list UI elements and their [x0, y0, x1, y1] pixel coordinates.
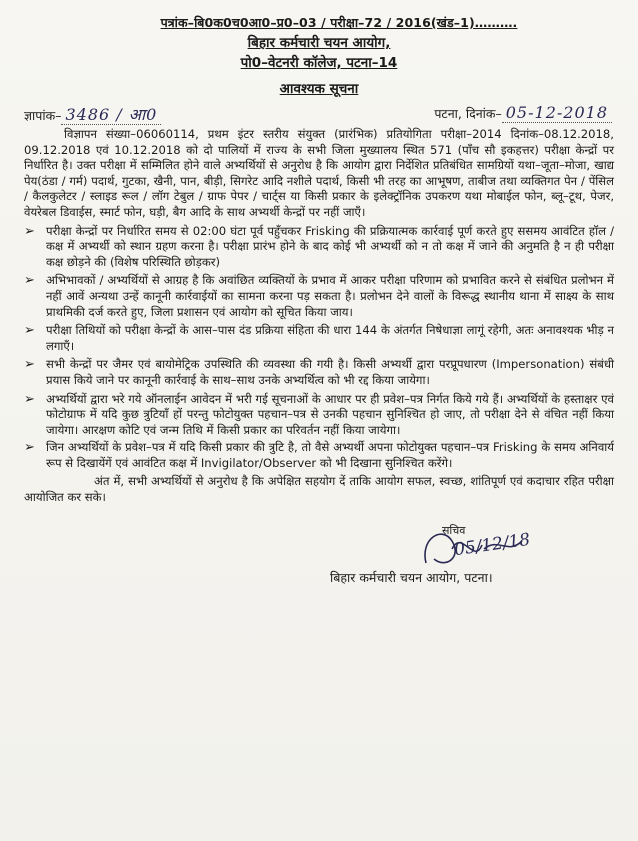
bullet-text: परीक्षा तिथियों को परीक्षा केन्द्रों के आस–पास दंड प्रक्रिया संहिता की धारा 144 के अंतर्गत निषेधाज्ञा लागूं रहेगी, अतः अनावश्यक भीड़ न लगाएँ।	[46, 323, 614, 353]
notice-date: 05-12-2018	[502, 103, 612, 123]
intro-paragraph: विज्ञापन संख्या–06060114, प्रथम इंटर स्तरीय संयुक्त (प्रारंभिक) प्रतियोगिता परीक्षा–2014 दिनांक–08.12.2018, 09.12.2018 एवं 10.12.2018 को दो पालियों में राज्य के सभी जिला मुख्यालय स्थित 571 (पाँच सौ इकहत्तर) परीक्षा केन्द्रों पर निर्धारित है। उक्त परीक्षा में सम्मिलित होने वाले अभ्यर्थियों से अनुरोध है कि आयोग द्वारा निर्देशित प्रतिबंधित सामग्रियों यथा–जूता–मोजा, खाद्य पेय(ठंडा / गर्म) पदार्थ, गुटका, खैनी, पान, बीड़ी, सिगरेट आदि नशीले पदार्थ, किसी भी तरह का आभूषण, ताबीज तथा व्यक्तिगत पेन / पेंसिल / कैलकुलेटर / स्लाइड रूल / लॉग टेबुल / ग्राफ पेपर / चार्ट्स या किसी प्रकार के इलेक्ट्रॉनिक उपकरण यथा मोबाईल फोन, ब्लू–टूथ, पेजर, वेयरेबल डिवाईस, स्मार्ट फोन, घड़ी, बैग आदि के साथ अभ्यर्थी केन्द्रों पर नहीं जाएँ।	[24, 127, 614, 219]
organization-address-text: पो0–वेटनरी कॉलेज, पटना–14	[240, 55, 398, 71]
bullet-item	[24, 392, 614, 439]
arrow-bullet-icon: ➢	[24, 357, 35, 373]
notice-title: आवश्यक सूचना	[279, 81, 359, 97]
bullet-text: परीक्षा केन्द्रों पर निर्धारित समय से 02:00 घंटा पूर्व पहुँचकर Frisking की प्रक्रियात्मक कार्रवाई पूर्ण करते हुए ससमय आवंटित हॉल / कक्ष में अभ्यर्थी को स्थान ग्रहण करना है। परीक्षा प्रारंभ होने के बाद कोई भी अभ्यर्थी को न तो कक्ष में जाने की अनुमति है न ही परीक्षा कक्ष छोड़ने की (विशेष परिस्थिति छोड़कर)	[46, 223, 614, 269]
arrow-bullet-icon: ➢	[24, 323, 35, 339]
bullet-text: अभिभावकों / अभ्यर्थियों से आग्रह है कि अवांछित व्यक्तियों के प्रभाव में आकर परीक्षा परिणाम को प्रभावित करने से संबंधित प्रलोभन में नहीं आवें अन्यथा उन्हें कानूनी कार्रवाईयों का सामना करना पड़ सकता है। प्रलोभन देने वालों के विरूद्ध स्थानीय थाना में साक्ष्य के साथ प्राथमिकी दर्ज करते हुए, जिला प्रशासन एवं आयोग को सूचित किया जाय।	[46, 273, 614, 319]
closing-paragraph: अंत में, सभी अभ्यर्थियों से अनुरोध है कि अपेक्षित सहयोग दें ताकि आयोग सफल, स्वच्छ, शांतिपूर्ण एवं कदाचार रहित परीक्षा आयोजित कर सके।	[24, 474, 614, 505]
bullet-item	[24, 224, 614, 271]
arrow-bullet-icon: ➢	[24, 440, 35, 456]
organization-name	[24, 33, 614, 51]
notice-body	[24, 127, 614, 506]
memo-number-block	[24, 103, 161, 125]
signature-block	[24, 517, 614, 607]
arrow-bullet-icon: ➢	[24, 273, 35, 289]
arrow-bullet-icon: ➢	[24, 391, 35, 407]
memo-row	[24, 99, 614, 125]
arrow-bullet-icon: ➢	[24, 223, 35, 239]
bullet-item	[24, 357, 614, 388]
signature-date: 05/12/18	[452, 530, 532, 561]
bullet-item	[24, 273, 614, 320]
bullet-item	[24, 323, 614, 354]
reference-number: पत्रांक–बि0क0च0आ0–प्र0–03 / परीक्षा–72 / 2016(खंड–1)……….	[160, 15, 518, 30]
bullet-item	[24, 440, 614, 471]
bullet-text: अभ्यर्थियों द्वारा भरे गये ऑनलाईन आवेदन में भरी गई सूचनाओं के आधार पर ही प्रवेश–पत्र निर्गत किये गये हैं। अभ्यर्थियों के हस्ताक्षर एवं फोटोग्राफ में यदि कुछ त्रुटियाँ हों परन्तु फोटोयुक्त पहचान–पत्र से उनकी पहचान सुनिश्चित हो जाए, तो परीक्षा देने से वंचित नहीं किया जायेगा। आरक्षण कोटि एवं जन्म तिथि में किसी प्रकार का परिवर्तन नहीं किया जायेगा।	[46, 391, 614, 437]
bullet-text: सभी केन्द्रों पर जैमर एवं बायोमेट्रिक उपस्थिति की व्यवस्था की गयी है। किसी अभ्यर्थी द्वारा परप्रूपधारण (Impersonation) संबंधी प्रयास किये जाने पर कानूनी कार्रवाई के साथ–साथ उनके अभ्यर्थित्व को भी रद्द किया जायेगा।	[46, 357, 614, 387]
organization-address	[24, 53, 614, 71]
organization-name-text: बिहार कर्मचारी चयन आयोग,	[247, 35, 391, 51]
memo-label: ज्ञापांक–	[24, 108, 62, 123]
signature-organization: बिहार कर्मचारी चयन आयोग, पटना।	[330, 570, 493, 586]
signature-title: सचिव	[442, 524, 466, 538]
bullet-text: जिन अभ्यर्थियों के प्रवेश–पत्र में यदि किसी प्रकार की त्रुटि है, तो वैसे अभ्यर्थी अपना फोटोयुक्त पहचान–पत्र Frisking के समय अनिवार्य रूप से दिखायेंगें एवं आवंटित कक्ष में Invigilator/Observer को भी दिखाना सुनिश्चित करेंगे।	[46, 440, 614, 470]
place-date-label: पटना, दिनांक–	[434, 106, 502, 121]
memo-number: 3486 / आ0	[61, 105, 161, 125]
date-block	[434, 103, 612, 122]
